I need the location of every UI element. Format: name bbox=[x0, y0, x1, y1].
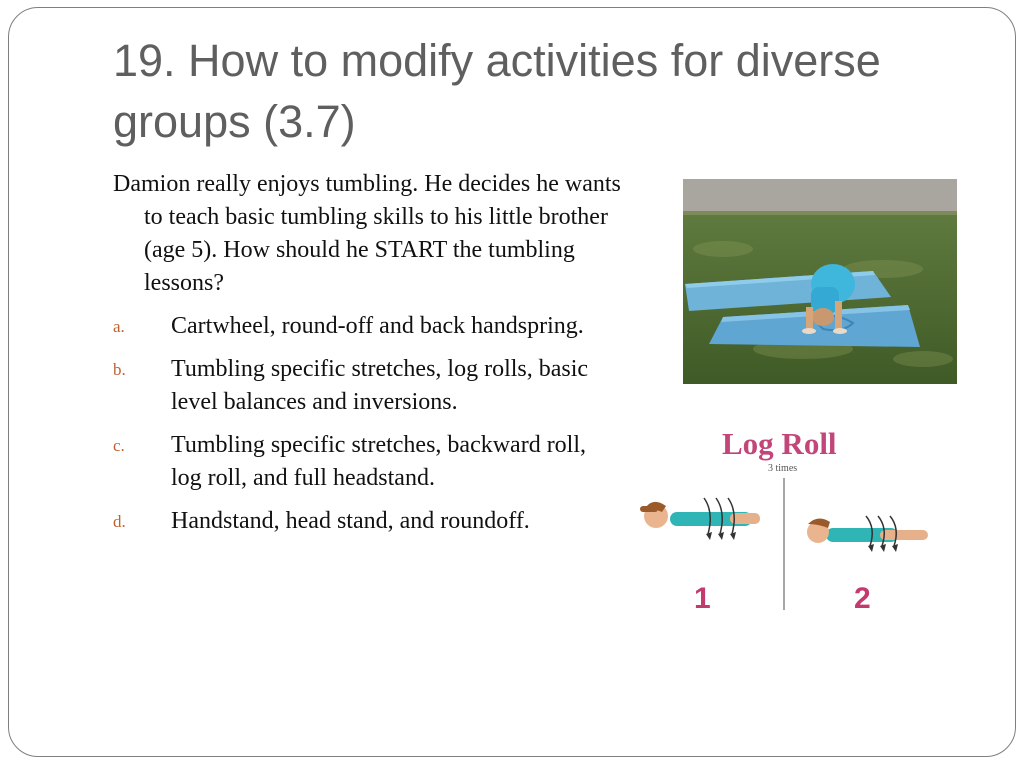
option-letter: b. bbox=[113, 360, 126, 379]
option-text: Tumbling specific stretches, log rolls, basic level balances and inversions. bbox=[171, 356, 589, 415]
option-letter: c. bbox=[113, 436, 125, 455]
tumbling-photo bbox=[683, 179, 957, 384]
slide-title: 19. How to modify activities for diverse groups (3.7) bbox=[113, 35, 881, 147]
option-text: Tumbling specific stretches, backward roll, log roll, and full headstand. bbox=[171, 432, 587, 491]
option-letter: a. bbox=[113, 317, 125, 336]
option-c bbox=[113, 429, 613, 495]
option-letter: d. bbox=[113, 512, 126, 531]
log-roll-figure-2 bbox=[807, 516, 928, 552]
step-number-2: 2 bbox=[854, 582, 871, 615]
tumbling-photo-image bbox=[683, 179, 957, 384]
option-text: Handstand, head stand, and roundoff. bbox=[171, 508, 530, 534]
option-a bbox=[113, 310, 613, 343]
log-roll-title: Log Roll bbox=[722, 426, 837, 461]
step-number-1: 1 bbox=[694, 582, 711, 615]
log-roll-subtitle: 3 times bbox=[768, 463, 798, 474]
log-roll-figures bbox=[630, 420, 950, 620]
option-text: Cartwheel, round-off and back handspring. bbox=[171, 313, 584, 339]
question-text: Damion really enjoys tumbling. He decides he wants to teach basic tumbling skills to his little brother (age 5). How should he START the tumbling lessons? bbox=[113, 171, 621, 296]
answer-options bbox=[113, 310, 613, 548]
log-roll-illustration bbox=[630, 420, 950, 620]
option-b bbox=[113, 353, 613, 419]
option-d bbox=[113, 505, 613, 538]
log-roll-figure-1 bbox=[640, 498, 760, 540]
